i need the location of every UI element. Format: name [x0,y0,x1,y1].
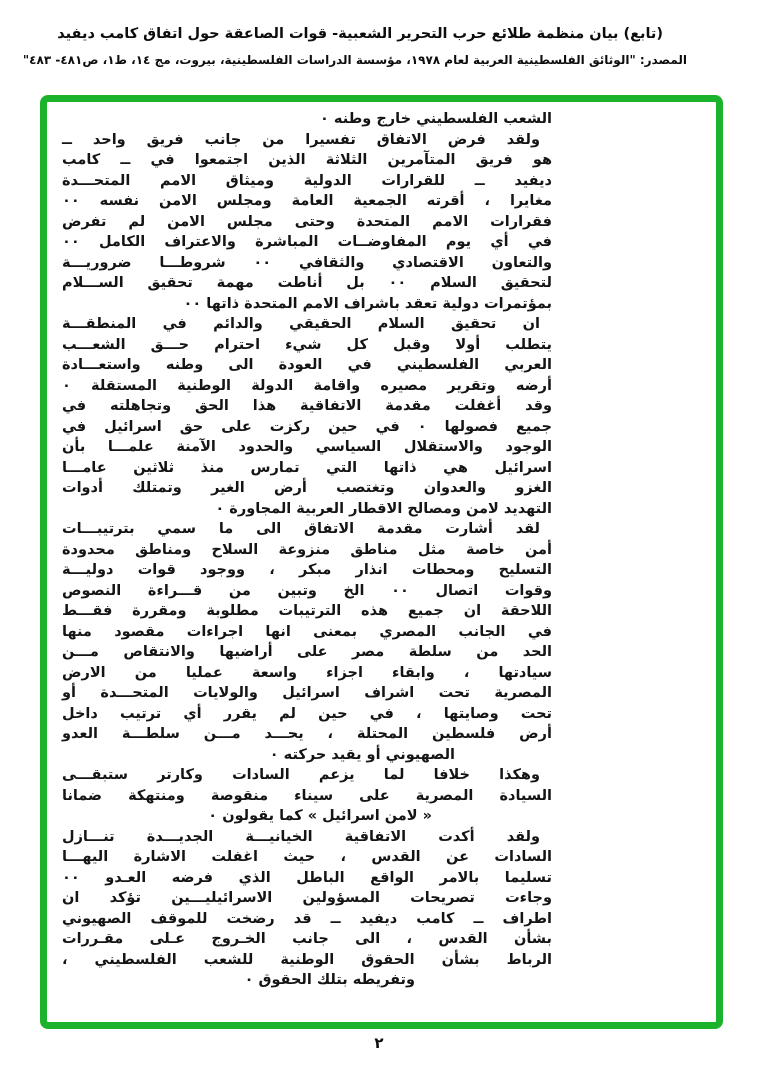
text-line: ديفيد ــ للقرارات الدولية وميثاق الامم المتحـــدة [62,172,552,189]
text-line: مغايرا ، أقرته الجمعية العامة ومجلس الامن نفسه ٠٠ [62,193,552,209]
text-line: تسليما بالامر الواقع الباطل الذي فرضه العـدو ٠٠ [62,869,552,886]
text-line: في أي يوم المفاوضــات المباشرة والاعتراف الكامل ٠٠ [62,234,552,250]
text-line: وهكذا خلافا لما يزعم السادات وكارتر ستبقـــى [62,767,540,783]
text-line: اللاحقة ان جميع هذه الترتيبات مطلوبة ومقررة فقـــط [62,603,552,619]
text-line: ولقد أكدت الاتفاقية الخيانيـــة الجديـــدة تنـــازل [62,828,540,845]
text-line: جميع فصولها ٠ في حين ركزت على حق اسرائيل في [62,418,552,435]
text-line: لقد أشارت مقدمة الاتفاق الى ما سمي بترتيبـــات [62,521,540,537]
page-number: ٢ [374,1034,384,1052]
document-body [62,109,552,991]
text-line: سيادتها ، وابقاء اجزاء واسعة عمليا من الارض [62,664,552,681]
text-line: اسرائيل هي ذاتها التي تمارس منذ ثلاثين عامـــا [62,459,552,476]
text-line: بمؤتمرات دولية تعقد باشراف الامم المتحدة ذاتها ٠٠ [183,295,552,312]
text-line: ان تحقيق السلام الحقيقي والدائم في المنطقـــة [62,316,540,332]
text-line: السيادة المصرية على سيناء منقوصة ومنتهكة ضمانا [62,787,552,804]
text-line: التسليح ومحطات انذار مبكر ، ووجود قوات دوليـــة [62,562,552,578]
text-line: ولقد فرض الاتفاق تفسيرا من جانب فريق واحد ــ [62,131,540,148]
text-line: وقد أغفلت مقدمة الاتفاقية هذا الحق وتجاهلته في [62,398,552,414]
text-line: الوجود والاستقلال السياسي والحدود الآمنة علمـــا بأن [62,439,552,455]
text-line: أرضه وتقرير مصيره واقامة الدولة الوطنية المستقلة ٠ [62,377,552,394]
text-line: العربي الفلسطيني في العودة الى وطنه واستعـــادة [62,357,552,373]
text-line: فقرارات الامم المتحدة وحتى مجلس الامن لم تفرض [62,213,552,230]
text-line: لتحقيق السلام ٠٠ بل أناطت مهمة تحقيق الســـلام [62,275,552,291]
text-line: وجاءت تصريحات المسؤولين الاسرائيليـــين تؤكد ان [62,890,552,906]
text-line: أمن خاصة مثل مناطق منزوعة السلاح ومناطق محدودة [62,541,552,558]
text-line: في الجانب المصري بمعنى انها اجراءات مقصود منها [62,623,552,640]
text-line: « لامن اسرائيل » كما يقولون ٠ [208,808,432,824]
text-line: الغزو والعدوان وتغتصب أرض الغير وتمتلك أدوات [62,480,552,496]
text-line: والتعاون الاقتصادي والثقافي ٠٠ شروطـــا ضروريـــة [62,254,553,271]
text-line: وقوات اتصال ٠٠ الخ وتبين من قـــراءة النصوص [62,582,552,599]
text-line: السادات عن القدس ، حيث اغفلت الاشارة اليهـــا [62,849,552,865]
text-line: المصرية تحت اشراف اسرائيل والولايات المتحـــدة أو [62,685,552,701]
highlight-frame [40,95,723,1029]
text-line: أرض فلسطين المحتلة ، يحـــد مـــن سلطـــة العدو [62,726,552,742]
text-line: الرباط بشأن الحقوق الوطنية للشعب الفلسطيني ، [62,951,552,968]
header-title: (تابع) بيان منظمة طلائع حرب التحرير الشعبية- قوات الصاعقة حول اتفاق كامب ديفيد [57,26,663,42]
text-line: هو فريق المتآمرين الثلاثة الذين اجتمعوا في ــ كامب [62,152,552,168]
text-line: التهديد لامن ومصالح الاقطار العربية المجاورة ٠ [215,500,552,517]
text-line: اطراف ــ كامب ديفيد ــ قد رضخت للموقف الصهيوني [62,910,552,927]
text-line: الصهيوني أو يقيد حركته ٠ [269,746,455,763]
header-source: المصدر: "الوثائق الفلسطينية العربية لعام ١٩٧٨، مؤسسة الدراسات الفلسطينية، بيروت، مج ١٤، ط١، ص٤٨١- ٤٨٣" [22,53,687,67]
text-line: الشعب الفلسطيني خارج وطنه ٠ [320,111,552,127]
text-line: وتفريطه بتلك الحقوق ٠ [244,972,415,988]
text-line: الحد من سلطة مصر على أراضيها والانتقاص مـــن [62,644,552,660]
text-line: بشأن القدس ، الى جانب الخـروج عـلى مقـررات [62,931,552,947]
text-line: يتطلب أولا وقبل كل شيء احترام حـــق الشعـــب [62,336,552,353]
text-line: تحت وصايتها ، في حين لم يقرر أي ترتيب داخل [62,705,552,722]
